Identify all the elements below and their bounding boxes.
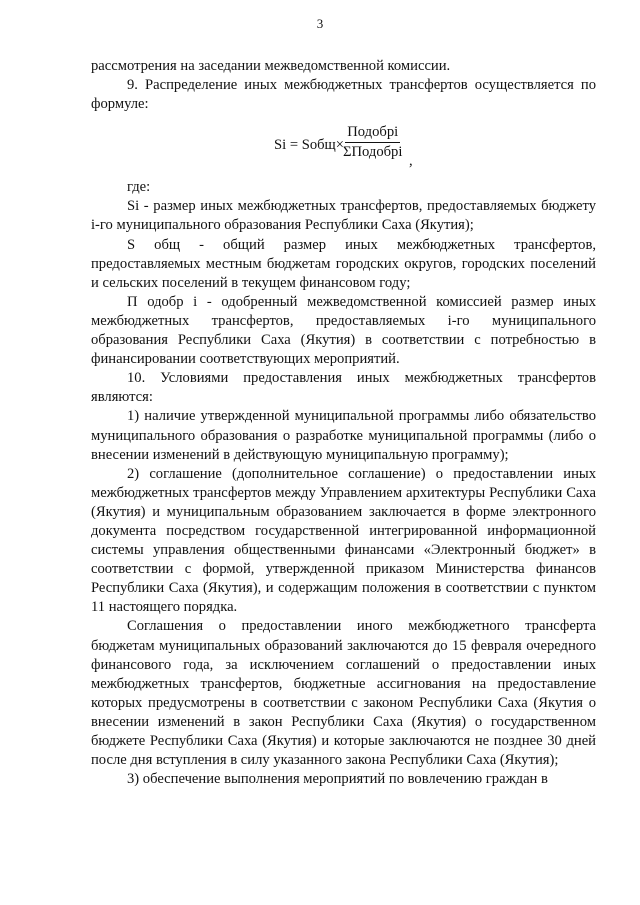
formula-numerator: Подобрi — [345, 124, 400, 143]
formula-fraction — [343, 124, 402, 161]
document-body — [91, 57, 596, 789]
paragraph-p-approved-definition: П одобр i - одобренный межведомственной комиссией размер иных межбюджетных трансфертов, предоставляемых i-го муниципального образования Республики Саха (Якутия) в соответствии с потребностью в финансировании соответствующих мероприятий. — [91, 293, 596, 368]
paragraph-condition-2: 2) соглашение (дополнительное соглашение) о предоставлении иных межбюджетных трансфертов между Управлением архитектуры Республики Саха (Якутия) и муниципальным образованием заключается в форме электронного документа посредством государственной интегрированной информационной системы управления общественными финансами «Электронный бюджет» в соответствии с формой, утвержденной приказом Министерства финансов Республики Саха (Якутия), и содержащим положения в соответствии с пунктом 11 настоящего порядка. — [91, 465, 596, 616]
paragraph-item-9: 9. Распределение иных межбюджетных трансфертов осуществляется по формуле: — [91, 77, 596, 113]
paragraph-continuation: рассмотрения на заседании межведомственной комиссии. — [91, 58, 451, 74]
paragraph-condition-1: 1) наличие утвержденной муниципальной программы либо обязательство муниципального образования о разработке муниципальной программы (либо о внесении изменений в действующую муниципальную программу); — [91, 408, 596, 463]
page-number: 3 — [316, 16, 324, 31]
paragraph-agreements: Соглашения о предоставлении иного межбюджетного трансферта бюджетам муниципальных образований заключаются до 15 февраля очередного финансового года, за исключением соглашений о предоставлении иных межбюджетных трансфертов, бюджетные ассигнования на предоставление которых предусмотрены в соответствии с законом Республики Саха (Якутия о внесении изменений в закон Республики Саха (Якутия) о государственном бюджете Республики Саха (Якутия) и которые заключаются не позднее 30 дней после дня вступления в силу указанного закона Республики Саха (Якутия); — [91, 618, 596, 769]
paragraph-s-total-definition: S общ - общий размер иных межбюджетных трансфертов, предоставляемых местным бюджетам городских округов, городских поселений и сельских поселений в текущем финансовом году; — [91, 236, 596, 291]
formula-trailing-comma: , — [409, 153, 413, 170]
paragraph-item-10: 10. Условиями предоставления иных межбюджетных трансфертов являются: — [91, 370, 596, 406]
formula-denominator: ΣПодобрi — [343, 144, 403, 161]
distribution-formula — [91, 114, 596, 178]
paragraph-si-definition: Si - размер иных межбюджетных трансфертов, предоставляемых бюджету i-го муниципального образования Республики Саха (Якутия); — [91, 198, 596, 234]
formula-left-side: Si = Sобщ× — [274, 137, 345, 154]
paragraph-where: где: — [127, 179, 151, 196]
paragraph-condition-3: 3) обеспечение выполнения мероприятий по вовлечению граждан в — [127, 771, 548, 788]
